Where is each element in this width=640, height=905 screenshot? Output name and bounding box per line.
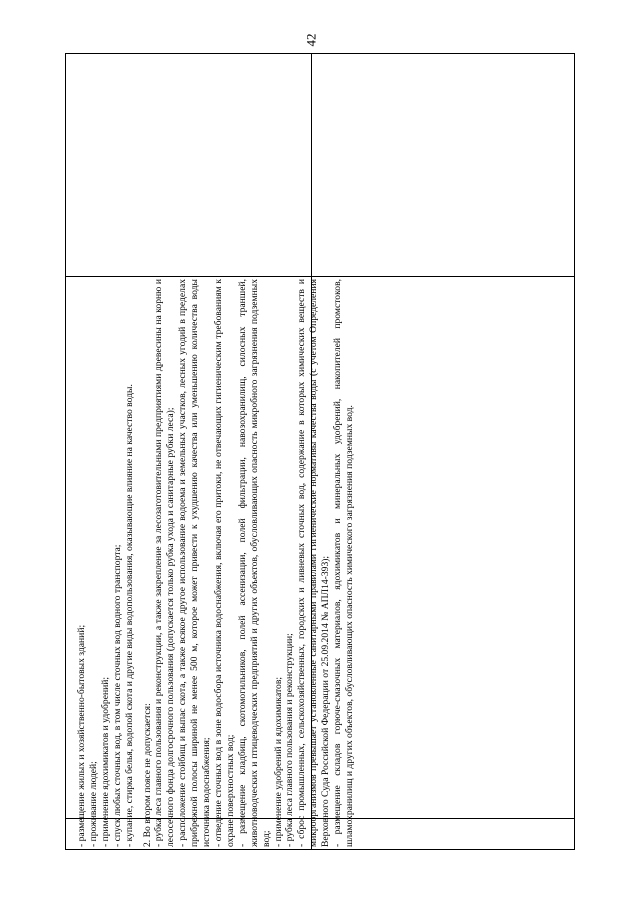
list-item: - спуск любых сточных вод, в том числе сточных вод водного транспорта; — [111, 544, 123, 847]
list-item: - применение удобрений и ядохимикатов; — [272, 676, 284, 847]
list-item: - расположение стойбищ и выпас скота, а также всякое другое использование водоема и земельных участков, лесных угодий в пределах прибрежной полосы шириной не менее 500 м, которое может привести к ухудшению качества или уменьшению количества воды источника водоснабжения; — [177, 279, 213, 847]
text-cell — [75, 276, 355, 850]
cell-content — [75, 276, 355, 850]
list-item: - размещение складов горюче-смазочных материалов, ядохимикатов и минеральных удобрений, накопителей промстоков, шламохранилищ и других объектов, обусловливающих опасность химического загрязнения подземных вод. — [332, 279, 355, 847]
list-item: - проживание людей; — [87, 761, 99, 847]
list-item: - отведение сточных вод в зоне водосбора источника водоснабжения, включая его притоки, не отвечающих гигиеническим требованиям к охране поверхностных вод; — [212, 279, 236, 847]
list-item: - размещение кладбищ, скотомогильников, полей ассенизации, полей фильтрации, навозохранилищ, силосных траншей, животноводческих и птицеводческих предприятий и других объектов, обусловливающих опасность микробного загрязнения подземных вод; — [236, 279, 272, 847]
list-item: - размещение жилых и хозяйственно-бытовых зданий; — [76, 624, 87, 847]
list-item: - рубка леса главного пользования и реконструкции, а также закрепление за лесозаготовительными предприятиями древесины на корню и лесосечного фонда долгосрочного пользования (допускается только рубка ухода и санитарные рубки леса); — [153, 279, 177, 847]
section-heading: 2. Во втором поясе не допускается: — [141, 703, 153, 847]
page-number — [296, 30, 326, 50]
list-item: - рубка леса главного пользования и реконструкции; — [284, 633, 296, 847]
list-item: - применение ядохимикатов и удобрений; — [99, 676, 111, 847]
list-item: - сброс промышленных, сельскохозяйственных, городских и ливневых сточных вод, содержание в которых химических веществ и микроорганизмов превышает установленные санитарными правилами гигиенические нормативы качества воды (с учетом Определения Верховного Суда Российской Федерации от 25.09.2014 № АПЛ14-393); — [296, 279, 332, 847]
page-number-text: 42 — [303, 33, 318, 47]
list-item: - купание, стирка белья, водопой скота и другие виды водопользования, оказывающие влияние на качество воды. — [123, 384, 135, 847]
